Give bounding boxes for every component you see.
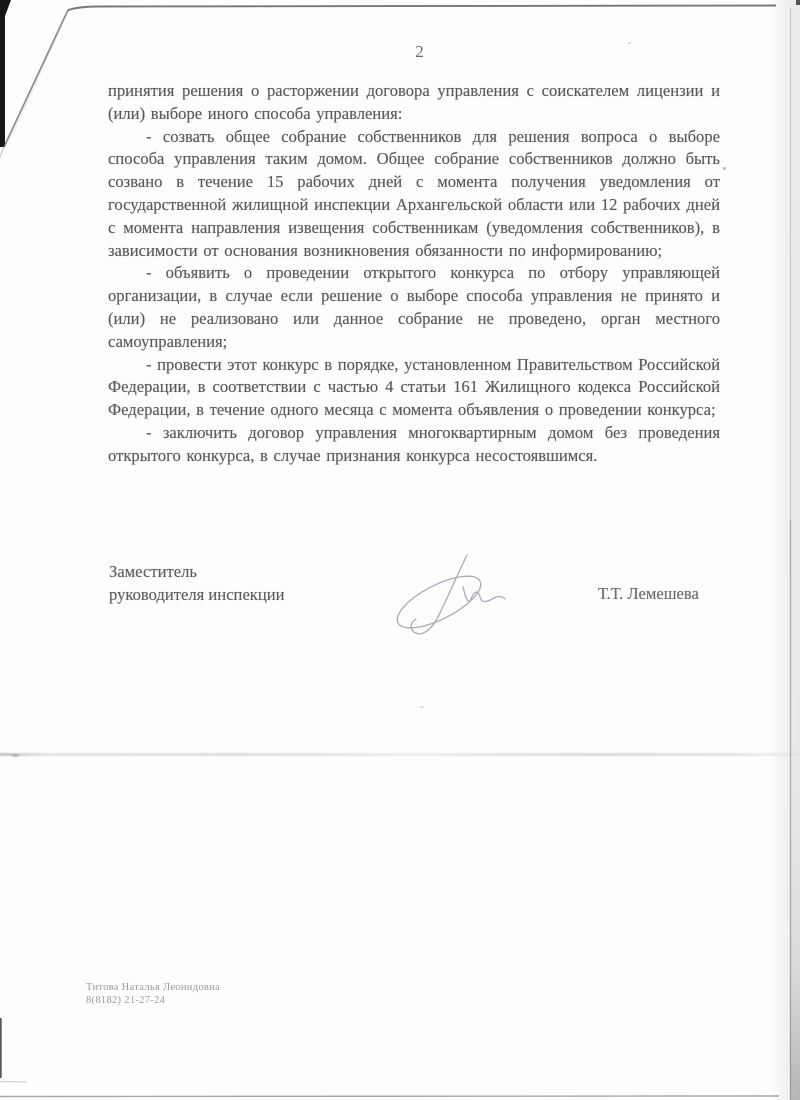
executor-contact: [86, 981, 220, 1007]
scan-speck: [12, 754, 19, 757]
paragraph-list-item: - провести этот конкурс в порядке, установленном Правительством Российской Федерации, в соответствии с частью 4 статьи 161 Жилищного кодекса Российской Федерации, в течение одного месяца с момента объявления о проведении конкурса;: [108, 354, 720, 420]
scan-speck: [723, 167, 726, 170]
signatory-position-line1: Заместитель: [109, 562, 197, 581]
signatory-position-line2: руководителя инспекции: [109, 585, 285, 604]
page-number: 2: [415, 42, 425, 61]
executor-phone: 8(8182) 21-27-24: [86, 995, 166, 1006]
scan-speck: [420, 706, 424, 708]
paper-fold-crease: [0, 753, 800, 756]
document-body-text: [108, 80, 720, 468]
signatory-name: Т.Т. Лемешева: [598, 584, 699, 603]
scan-speck: [628, 42, 631, 44]
scan-right-edge-strip: [790, 0, 800, 1100]
signatory-position: [109, 560, 285, 606]
executor-name: Титова Наталья Леонидовна: [86, 982, 221, 993]
handwritten-signature: [375, 545, 525, 640]
paragraph-list-item: - объявить о проведении открытого конкурса по отбору управляющей организации, в случае если решение о выборе способа управления не принято и (или) не реализовано или данное собрание не проведено, орган местного самоуправления;: [108, 263, 720, 351]
paragraph-list-item: - заключить договор управления многоквартирным домом без проведения открытого конкурса, в случае признания конкурса несостоявшимся.: [108, 422, 720, 465]
paragraph-list-item: - созвать общее собрание собственников для решения вопроса о выборе способа управления таким домом. Общее собрание собственников должно быть созвано в течение 15 рабочих дней с момента получения уведомления от государственной жилищной инспекции Архангельской области или 12 рабочих дней с момента направления извещения собственникам (уведомления собственников), в зависимости от основания возникновения обязанности по информированию;: [108, 126, 720, 260]
paragraph-continuation: принятия решения о расторжении договора управления с соискателем лицензии и (или) выборе иного способа управления:: [108, 81, 720, 123]
